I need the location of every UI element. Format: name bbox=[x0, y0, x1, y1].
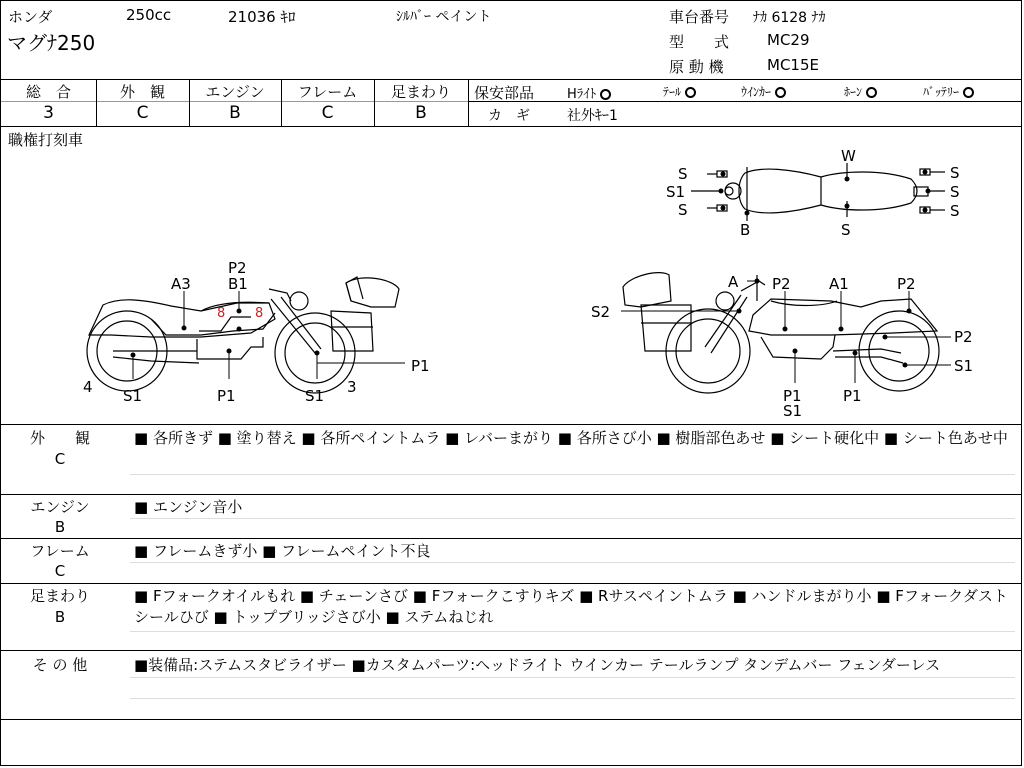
detail-label-exterior: 外 観 bbox=[29, 429, 90, 447]
label-b1: B1 bbox=[228, 275, 248, 293]
detail-label-engine: エンジン bbox=[30, 498, 90, 516]
key-value: 社外ｷｰ1 bbox=[567, 108, 618, 124]
engine-label: 原 動 機 bbox=[669, 58, 724, 76]
detail-grade-suspension: B bbox=[54, 608, 66, 626]
detail-label-suspension: 足まわり bbox=[29, 587, 90, 605]
ok-circle-icon bbox=[963, 87, 974, 98]
label-p1: P1 bbox=[411, 357, 430, 375]
bike-top-view bbox=[691, 163, 945, 221]
divider bbox=[1, 719, 1021, 720]
ok-circle-icon bbox=[685, 87, 696, 98]
label-s1: S1 bbox=[954, 357, 974, 375]
label-s1: S1 bbox=[783, 402, 803, 420]
model-name: マグﾅ250 bbox=[7, 31, 96, 55]
type-value: MC29 bbox=[767, 31, 810, 49]
label-p2: P2 bbox=[228, 259, 247, 277]
detail-grade-engine: B bbox=[54, 518, 66, 536]
safety-item-headlight: Hﾗｲﾄ bbox=[567, 83, 611, 102]
frame-no-value: ﾅｶ 6128 ﾅｶ bbox=[753, 10, 826, 26]
grade-label-overall: 総 合 bbox=[25, 83, 71, 101]
type-label: 型 式 bbox=[669, 33, 730, 51]
label-p1: P1 bbox=[843, 387, 862, 405]
divider bbox=[130, 698, 1015, 699]
label-a: A bbox=[728, 273, 739, 291]
divider bbox=[130, 562, 1015, 563]
safety-item-horn: ﾎｰﾝ bbox=[844, 83, 877, 100]
divider bbox=[1, 650, 1021, 651]
label-s1: S1 bbox=[666, 183, 686, 201]
detail-label-frame: フレーム bbox=[30, 542, 90, 560]
displacement: 250cc bbox=[126, 6, 172, 24]
divider bbox=[1, 424, 1021, 425]
safety-label: 保安部品 bbox=[474, 84, 535, 102]
divider bbox=[130, 518, 1015, 519]
ok-circle-icon bbox=[775, 87, 786, 98]
damage-diagram bbox=[1, 127, 1023, 425]
detail-text-suspension: ■ Fフォークオイルもれ ■ チェーンさび ■ Fフォークこすりキズ ■ Rサスペイントムラ ■ ハンドルまがり小 ■ Fフォークダストシールひび ■ トップブリッジさび小 ■ ステムねじれ bbox=[134, 587, 1008, 626]
maker: ホンダ bbox=[8, 8, 53, 26]
label-4: 4 bbox=[83, 378, 93, 396]
label-s: S bbox=[950, 202, 960, 220]
detail-text-exterior: ■ 各所きず ■ 塗り替え ■ 各所ペイントムラ ■ レバーまがり ■ 各所さび小 ■ 樹脂部色あせ ■ シート硬化中 ■ シート色あせ中 bbox=[134, 429, 1008, 447]
label-w: W bbox=[841, 147, 856, 165]
detail-label-other: そ の 他 bbox=[32, 656, 88, 674]
divider bbox=[1, 79, 1021, 80]
body-color: ｼﾙﾊﾞｰ ペイント bbox=[396, 9, 492, 25]
label-s: S bbox=[950, 164, 960, 182]
label-b: B bbox=[740, 221, 751, 239]
divider bbox=[1, 494, 1021, 495]
label-s1: S1 bbox=[305, 387, 325, 405]
divider bbox=[130, 677, 1015, 678]
grade-value-exterior: C bbox=[136, 103, 149, 123]
label-s: S bbox=[950, 183, 960, 201]
key-label: カ ギ bbox=[488, 108, 530, 124]
ok-circle-icon bbox=[600, 89, 611, 100]
grade-value-suspension: B bbox=[415, 103, 427, 123]
label-a3: A3 bbox=[171, 275, 191, 293]
divider bbox=[1, 583, 1021, 584]
label-p2: P2 bbox=[772, 275, 791, 293]
label-s2: S2 bbox=[591, 303, 611, 321]
safety-item-battery: ﾊﾞｯﾃﾘｰ bbox=[923, 83, 974, 100]
grade-label-suspension: 足まわり bbox=[390, 83, 451, 101]
detail-grade-exterior: C bbox=[54, 450, 66, 468]
grade-value-frame: C bbox=[321, 103, 334, 123]
ok-circle-icon bbox=[866, 87, 877, 98]
mileage: 21036 ｷﾛ bbox=[228, 8, 296, 26]
grade-label-exterior: 外 観 bbox=[119, 83, 165, 101]
detail-text-other: ■装備品:ステムスタビライザー ■カスタムパーツ:ヘッドライト ウインカー テールランプ タンデムバー フェンダーレス bbox=[134, 656, 941, 674]
label-p1: P1 bbox=[783, 387, 802, 405]
label-p1: P1 bbox=[217, 387, 236, 405]
divider bbox=[468, 79, 469, 126]
label-p2: P2 bbox=[954, 328, 973, 346]
detail-text-engine: ■ エンジン音小 bbox=[134, 498, 243, 516]
safety-item-winker: ｳｲﾝｶｰ bbox=[741, 83, 786, 100]
grade-value-engine: B bbox=[229, 103, 241, 123]
safety-item-tail: ﾃｰﾙ bbox=[663, 83, 696, 100]
divider bbox=[130, 474, 1015, 475]
label-s: S bbox=[678, 165, 688, 183]
label-3: 3 bbox=[347, 378, 357, 396]
label-s1: S1 bbox=[123, 387, 143, 405]
diagram-note: 職権打刻車 bbox=[8, 131, 84, 149]
grade-value-overall: 3 bbox=[43, 103, 54, 123]
red-mark: 8 bbox=[255, 306, 264, 321]
label-p2: P2 bbox=[897, 275, 916, 293]
divider bbox=[1, 538, 1021, 539]
detail-grade-frame: C bbox=[54, 562, 66, 580]
label-s: S bbox=[841, 221, 851, 239]
divider bbox=[468, 101, 1021, 102]
engine-value: MC15E bbox=[767, 56, 819, 74]
frame-no-label: 車台番号 bbox=[669, 8, 730, 26]
grade-label-frame: フレーム bbox=[297, 83, 358, 101]
label-a1: A1 bbox=[829, 275, 849, 293]
label-s: S bbox=[678, 201, 688, 219]
detail-text-frame: ■ フレームきず小 ■ フレームペイント不良 bbox=[134, 542, 431, 560]
red-mark: 8 bbox=[217, 306, 226, 321]
divider bbox=[130, 631, 1015, 632]
bike-left-view bbox=[87, 277, 399, 393]
grade-label-engine: エンジン bbox=[205, 83, 265, 101]
